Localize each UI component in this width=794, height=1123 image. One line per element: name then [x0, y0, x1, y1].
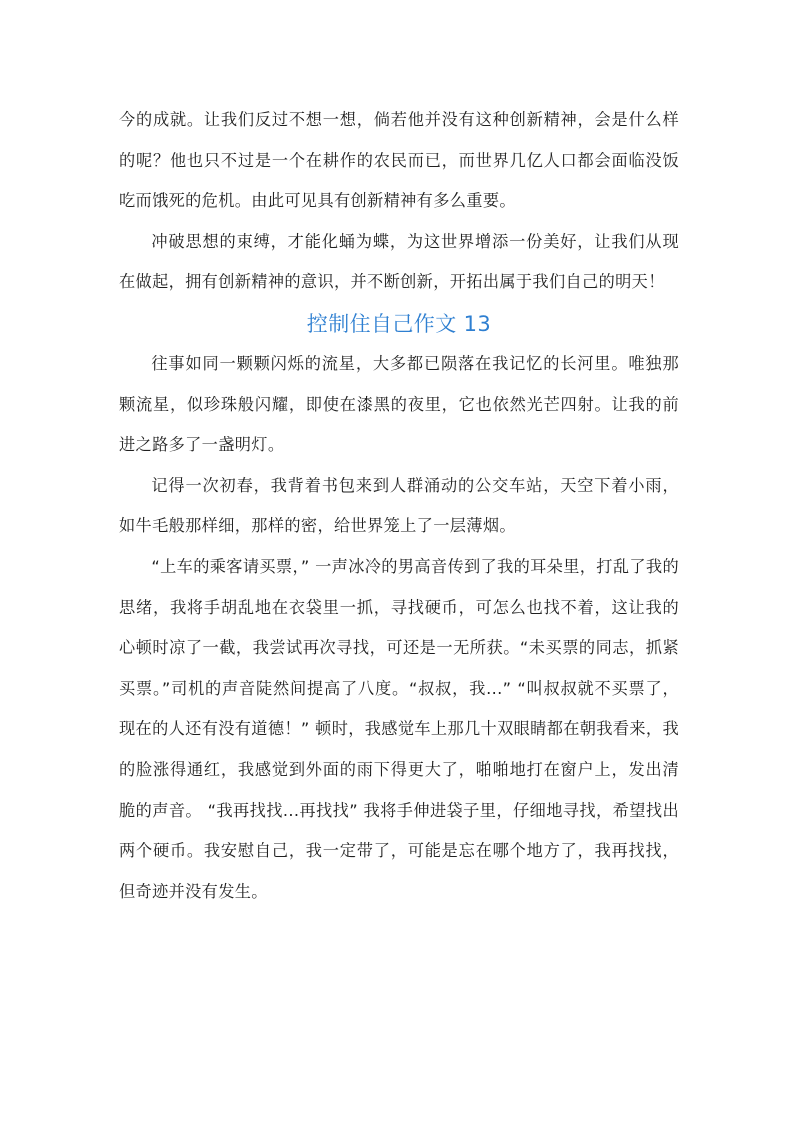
- paragraph-conclusion: 冲破思想的束缚，才能化蛹为蝶，为这世界增添一份美好，让我们从现在做起，拥有创新精神的意识，并不断创新，开拓出属于我们自己的明天！: [119, 231, 679, 292]
- document-body: [119, 100, 679, 912]
- paragraph-memory: 记得一次初春，我背着书包来到人群涌动的公交车站，天空下着小雨，如牛毛般那样细，那样的密，给世界笼上了一层薄烟。: [119, 475, 679, 536]
- paragraph-continued: 今的成就。让我们反过不想一想，倘若他并没有这种创新精神，会是什么样的呢？他也只不过是一个在耕作的农民而已，而世界几亿人口都会面临没饭吃而饿死的危机。由此可见具有创新精神有多么重要。: [119, 110, 679, 211]
- essay-heading: 控制住自己作文 13: [306, 311, 492, 336]
- paragraph-bus-story: “上车的乘客请买票，” 一声冰冷的男高音传到了我的耳朵里，打乱了我的思绪，我将手胡乱地在衣袋里一抓，寻找硬币，可怎么也找不着，这让我的心顿时凉了一截，我尝试再次寻找，可还是一无所获。“未买票的同志，抓紧买票。”司机的声音陡然间提高了八度。“叔叔，我...” “叫叔叔就不买票了，现在的人还有没有道德！” 顿时，我感觉车上那几十双眼睛都在朝我看来，我的脸涨得通红，我感觉到外面的雨下得更大了，啪啪地打在窗户上，发出清脆的声音。 “我再找找...再找找” 我将手伸进袋子里，仔细地寻找，希望找出两个硬币。我安慰自己，我一定带了，可能是忘在哪个地方了，我再找找，但奇迹并没有发生。: [119, 556, 679, 901]
- paragraph-intro: 往事如同一颗颗闪烁的流星，大多都已陨落在我记忆的长河里。唯独那颗流星，似珍珠般闪耀，即使在漆黑的夜里，它也依然光芒四射。让我的前进之路多了一盏明灯。: [119, 353, 679, 455]
